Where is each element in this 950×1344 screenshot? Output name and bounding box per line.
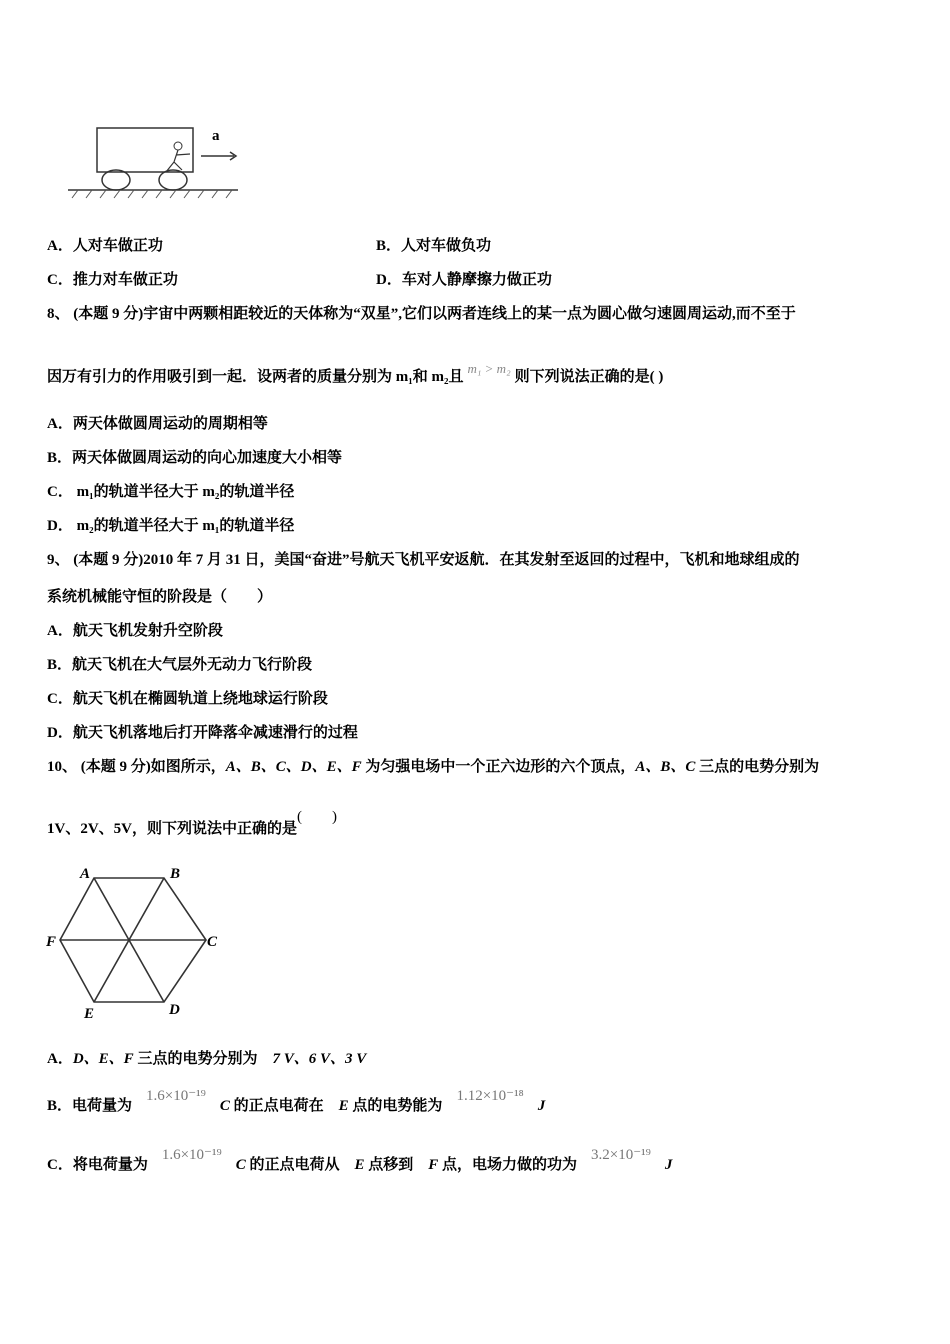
q8-stem-line2 [47, 361, 664, 387]
q10-stem-c: 三点的电势分别为 [695, 759, 820, 775]
option-b-charge: 1.6×10⁻¹⁹ [146, 1088, 206, 1104]
q8-stem-line1: 8、 (本题 9 分)宇宙中两颗相距较近的天体称为“双星”,它们以两者连线上的某一点为圆心做匀速圆周运动,而不至于 [47, 306, 796, 322]
option-c-charge: 1.6×10⁻¹⁹ [161, 1147, 222, 1163]
option-c-text3: 点，电场力做的功为 [438, 1157, 578, 1173]
q9-option-d[interactable]: D．航天飞机落地后打开降落伞减速滑行的过程 [47, 725, 358, 741]
q8-math: m₁ > m₂ [467, 361, 511, 376]
q8-stem-tail: 则下列说法正确的是( ) [514, 369, 664, 385]
option-c-prefix: C．将电荷量为 [47, 1157, 148, 1173]
q10-stem-line1 [47, 757, 819, 777]
vertex-e-label: E [84, 1006, 95, 1022]
acceleration-label: a [212, 128, 220, 144]
q10-option-c[interactable] [47, 1147, 673, 1175]
option-b-unit-j: J [537, 1098, 546, 1114]
option-c-unit-j: J [664, 1157, 673, 1173]
q10-stem-a: 10、 (本题 9 分)如图所示， [47, 759, 226, 775]
q10-stem-d: 1V、2V、5V，则下列说法中正确的是 [47, 821, 297, 837]
option-a-text: 三点的电势分别为 [133, 1051, 273, 1067]
option-c-point-f: F [428, 1157, 439, 1173]
q9-option-c[interactable]: C．航天飞机在椭圆轨道上绕地球运行阶段 [47, 691, 328, 707]
option-b-energy: 1.12×10⁻¹⁸ [456, 1088, 524, 1104]
q8-option-b[interactable]: B．两天体做圆周运动的向心加速度大小相等 [47, 450, 343, 466]
vertex-b-label: B [170, 866, 181, 882]
q10-answer-paren: ( ) [297, 809, 337, 825]
option-c-work: 3.2×10⁻¹⁹ [591, 1147, 651, 1163]
hexagon-figure [44, 862, 229, 1024]
option-a-values: 7 V、6 V、3 V [272, 1051, 367, 1067]
q10-stem-b: 为匀强电场中一个正六边形的六个顶点， [361, 759, 636, 775]
option-b-prefix: B．电荷量为 [47, 1098, 133, 1114]
option-c-text2: 点移到 [364, 1157, 429, 1173]
option-b-text1: 的正点电荷在 [229, 1098, 339, 1114]
q9-stem-line2: 系统机械能守恒的阶段是（ ） [47, 589, 273, 605]
q10-stem-line2 [47, 809, 337, 839]
vertex-c-label: C [207, 934, 218, 950]
option-c-text1: 的正点电荷从 [245, 1157, 355, 1173]
vertex-a-label: A [80, 866, 91, 882]
vertex-f-label: F [46, 934, 57, 950]
q10-vertices: A、B、C、D、E、F [225, 759, 362, 775]
q9-option-a[interactable]: A．航天飞机发射升空阶段 [47, 623, 223, 639]
q9-stem-line1: 9、 (本题 9 分)2010 年 7 月 31 日，美国“奋进”号航天飞机平安返航．在其发射至返回的过程中，飞机和地球组成的 [47, 552, 800, 568]
q10-option-b[interactable] [47, 1088, 546, 1116]
vertex-d-label: D [169, 1002, 180, 1018]
option-b-point-e: E [338, 1098, 349, 1114]
q7-option-d[interactable]: D．车对人静摩擦力做正功 [376, 272, 552, 288]
q9-option-b[interactable]: B．航天飞机在大气层外无动力飞行阶段 [47, 657, 313, 673]
option-b-text2: 点的电势能为 [348, 1098, 443, 1114]
q8-option-d[interactable]: D． m₂的轨道半径大于 m₁的轨道半径 [47, 518, 295, 534]
q7-option-a[interactable]: A．人对车做正功 [47, 238, 163, 254]
q10-option-a[interactable] [47, 1049, 366, 1069]
q10-vertices2: A、B、C [635, 759, 696, 775]
option-b-unit-c: C [219, 1098, 230, 1114]
q8-option-a[interactable]: A．两天体做圆周运动的周期相等 [47, 416, 268, 432]
q8-stem-text: 因万有引力的作用吸引到一起．设两者的质量分别为 m₁和 m₂且 [47, 369, 464, 385]
q7-option-b[interactable]: B．人对车做负功 [376, 238, 492, 254]
option-a-prefix: A． [47, 1051, 73, 1067]
option-c-point-e: E [354, 1157, 365, 1173]
option-a-vars: D、E、F [72, 1051, 134, 1067]
cart-figure [66, 118, 246, 204]
q7-option-c[interactable]: C．推力对车做正功 [47, 272, 178, 288]
q8-option-c[interactable]: C． m₁的轨道半径大于 m₂的轨道半径 [47, 484, 295, 500]
option-c-unit-c: C [235, 1157, 246, 1173]
